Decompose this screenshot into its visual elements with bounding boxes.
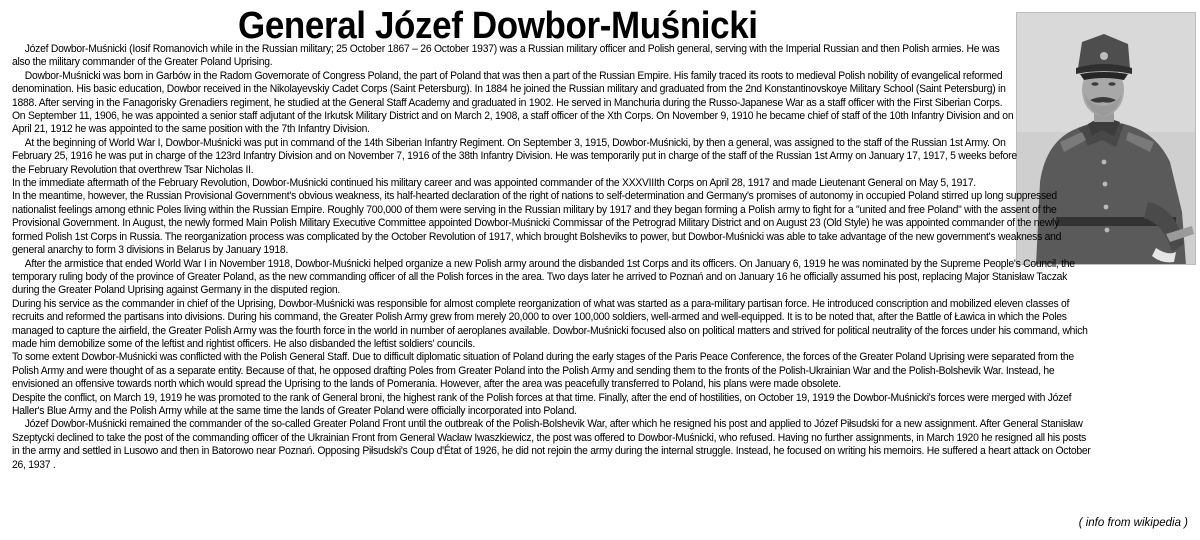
page-title: General Józef Dowbor-Muśnicki — [238, 5, 758, 47]
paragraph-polish-corps: In the meantime, however, the Russian Provisional Government's obvious weakness, its half-hearted declaration of the right of nations to self-determination and Germany's promises of autonomy in occupied Poland stirred up long suppressed nationalist feelings among ethnic Poles living within the Russian Empire. Roughly 700,000 of them were serving in the Russian military by 1917 and they began forming a Polish army to fight for a "united and free Poland" with the assent of the Provisional Government. In August, the newly formed Main Polish Military Executive Committee appointed Dowbor-Muśnicki Commissar of the Petrograd Military District and on August 23 (Old Style) he was appointed commander of the newly formed Polish 1st Corps in Russia. The reorganization process was complicated by the October Revolution of 1917, which brought Bolsheviks to power, but Dowbor-Muśnicki was able to take advantage of the new government's weakness and general anarchy to form 3 divisions in Belarus by January 1918. — [12, 190, 1062, 257]
paragraph-general-staff-conflict: To some extent Dowbor-Muśnicki was conflicted with the Polish General Staff. Due to difficult diplomatic situation of Poland during the early stages of the Paris Peace Conference, the forces of the Greater Poland Uprising were separated from the Polish Army and were thought of as a separate entity. Because of that, he opposed drafting Poles from Greater Poland into the Polish Army and sending them to the fronts of the Polish-Ukrainian War and the Polish-Bolshevik War. Instead, he envisioned an offensive towards north which would spread the Uprising to the lands of Pomerania. However, after the area was peacefully transferred to Poland, his plans were made obsolete. — [12, 351, 1074, 391]
paragraph-early-life: Dowbor-Muśnicki was born in Garbów in the Radom Governorate of Congress Poland, the part of Poland that was then a part of the Russian Empire. His family traced its roots to medieval Polish nobility of evangelical reformed denomination. His basic education, Dowbor received in the Nikolayevskiy Cadet Corps (Saint Petersburg). In 1884 he joined the Russian military and graduated from the 2nd Konstantinovskoye Military School (Saint Petersburg) in 1888. After serving in the Fanagorisky Grenadiers regiment, he studied at the General Staff Academy and graduated in 1902. He served in Manchuria during the Russo-Japanese War as a staff officer with the First Siberian Corps. On September 11, 1906, he was appointed a senior staff adjutant of the Irkutsk Military District and on March 2, 1908, a staff officer of the Xth Corps. On November 9, 1910 he became chief of staff of the 10th Infantry Division and on April 21, 1912 he was appointed to the same position with the 7th Infantry Division. — [12, 69, 1014, 136]
paragraph-later-life: Józef Dowbor-Muśnicki remained the commander of the so-called Greater Poland Front until the outbreak of the Polish-Bolshevik War, after which he resigned his post and applied to Józef Piłsudski for a new assignment. After General Stanisław Szeptycki declined to take the post of the commanding officer of the Ukrainian Front from General Wacław Iwaszkiewicz, the post was offered to Dowbor-Muśnicki, who refused. Having no further assignments, in March 1920 he resigned all his posts in the army and settled in Lusowo and then in Batorowo near Poznań. Opposing Piłsudski's Coup d'État of 1926, he did not rejoin the army during the internal struggle. Instead, he focused on writing his memoirs. He suffered a heart attack on October 26, 1937 . — [12, 418, 1091, 471]
paragraph-world-war-one: At the beginning of World War I, Dowbor-Muśnicki was put in command of the 14th Siberian Infantry Regiment. On September 3, 1915, Dowbor-Muśnicki, by then a general, was assigned to the staff of the Russian 1st Army. On February 25, 1916 he was put in charge of the 123rd Infantry Division and on November 7, 1916 of the 38th Infantry Division. He was temporarily put in charge of the staff of the Russian 1st Army on January 17, 1917, 5 weeks before the February Revolution that overthrew Tsar Nicholas II. — [12, 136, 1017, 176]
paragraph-intro: Józef Dowbor-Muśnicki (Iosif Romanovich while in the Russian military; 25 October 1867 – 26 October 1937) was a Russian military officer and Polish general, serving with the Imperial Russian and then Polish armies. He was also the military commander of the Greater Poland Uprising. — [12, 43, 1000, 69]
paragraph-uprising-command: During his service as the commander in chief of the Uprising, Dowbor-Muśnicki was responsible for almost complete reorganization of what was started as a para-military partisan force. He introduced conscription and mobilized eleven classes of recruits and reformed the partisans into divisions. During his command, the Greater Polish Army grew from merely 20,000 to over 100,000 soldiers, well-armed and well-equipped. It is to be noted that, after the Battle of Ławica in which the Poles managed to capture the airfield, the Greater Polish Army was the fourth force in the world in number of aeroplanes available. Dowbor-Muśnicki focused also on political matters and strived for political neutrality of the forces under his command, which made him demobilize some of the leftist and rightist officers. He also disbanded the leftist soldiers' councils. — [12, 297, 1088, 350]
paragraph-promotion: Despite the conflict, on March 19, 1919 he was promoted to the rank of General broni, the highest rank of the Polish forces at that time. Finally, after the end of hostilities, on October 19, 1919 the Dowbor-Muśnicki's forces were merged with Józef Haller's Blue Army and the Polish Army while at the same time the lands of Greater Poland were officially incorporated into Poland. — [12, 391, 1072, 417]
article-body — [12, 43, 1091, 472]
source-credit: ( info from wikipedia ) — [1078, 517, 1188, 529]
paragraph-armistice: After the armistice that ended World War I in November 1918, Dowbor-Muśnicki helped organize a new Polish army around the disbanded 1st Corps and its officers. On January 6, 1919 he was nominated by the Supreme People's Council, the temporary ruling body of the province of Greater Poland, as the new commanding officer of all the Polish forces in the area. Two days later he arrived to Poznań and on January 16 he officially assumed his post, replacing Major Stanisław Taczak during the Greater Poland Uprising against Germany in the disputed region. — [12, 257, 1075, 297]
paragraph-february-revolution: In the immediate aftermath of the February Revolution, Dowbor-Muśnicki continued his military career and was appointed commander of the XXXVIIIth Corps on April 28, 1917 and made Lieutenant General on May 5, 1917. — [12, 177, 976, 190]
